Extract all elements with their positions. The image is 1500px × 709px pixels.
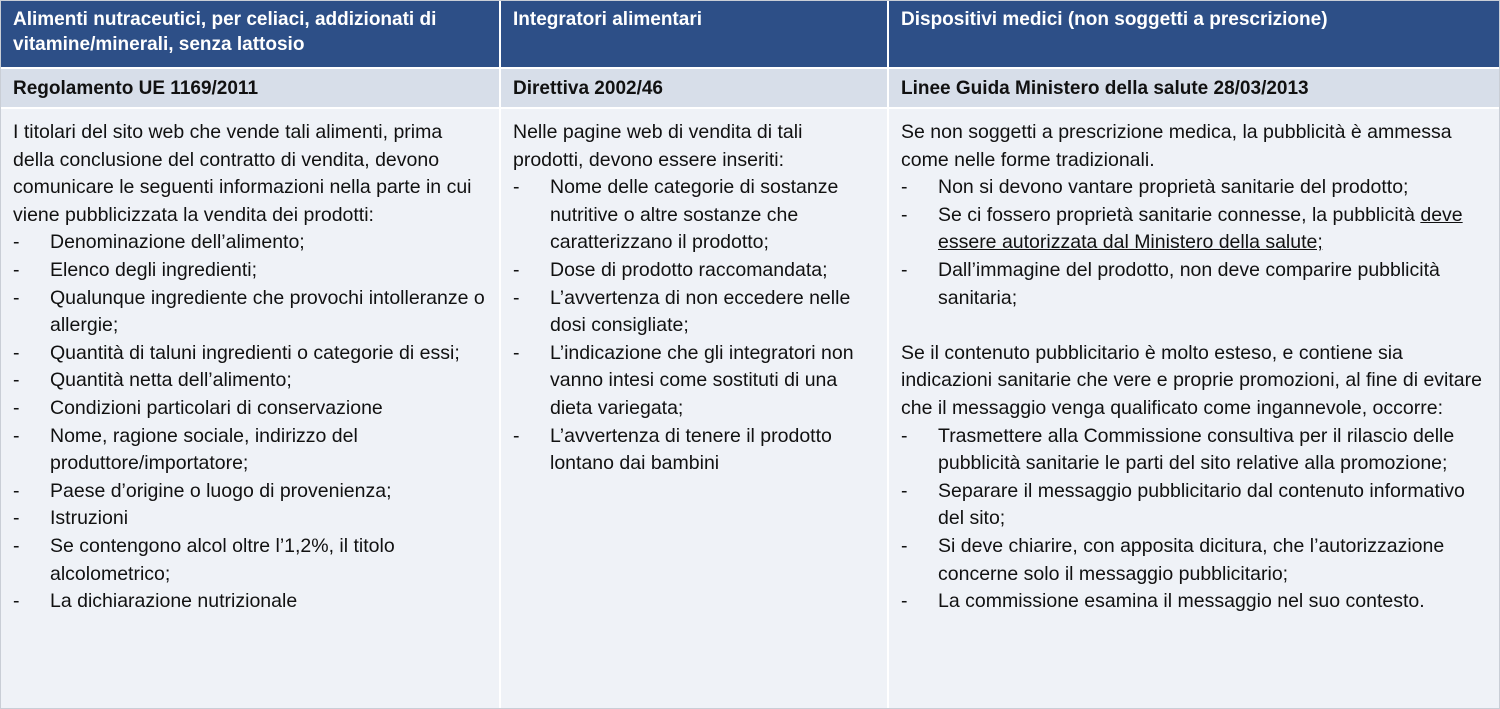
header-medical-devices: Dispositivi medici (non soggetti a prescrizione) (889, 1, 1499, 67)
devices-intro: Se non soggetti a prescrizione medica, la pubblicità è ammessa come nelle forme tradizionali. (901, 121, 1452, 171)
list-item-text: Se ci fossero proprietà sanitarie connesse, la pubblicità (938, 203, 1421, 226)
list-item: - Si deve chiarire, con apposita dicitura, che l’autorizzazione concerne solo il messaggio pubblicitario; (901, 533, 1487, 588)
list-item: - Nome delle categorie di sostanze nutritive o altre sostanze che caratterizzano il prodotto; (513, 174, 875, 257)
list-item: - Dose di prodotto raccomandata; (513, 257, 875, 285)
devices-extended-list (901, 423, 1487, 616)
list-item: - Quantità netta dell’alimento; (13, 367, 487, 395)
food-requirements-list (13, 229, 487, 615)
list-item: - Se contengono alcol oltre l’1,2%, il titolo alcolometrico; (13, 533, 487, 588)
list-item: - L’avvertenza di non eccedere nelle dosi consigliate; (513, 285, 875, 340)
list-item: - Elenco degli ingredienti; (13, 257, 487, 285)
food-intro: I titolari del sito web che vende tali alimenti, prima della conclusione del contratto di vendita, devono comunicare le seguenti informazioni nella parte in cui viene pubblicizzata la vendita dei prodotti: (13, 121, 472, 226)
header-food: Alimenti nutraceutici, per celiaci, addizionati di vitamine/minerali, senza lattosio (1, 1, 501, 67)
body-medical-devices (889, 107, 1499, 708)
regulation-medical-devices: Linee Guida Ministero della salute 28/03/2013 (889, 67, 1499, 107)
body-supplements (501, 107, 889, 708)
body-food (1, 107, 501, 708)
list-item: - Condizioni particolari di conservazione (13, 395, 487, 423)
spacer (901, 312, 1487, 340)
list-item: - Denominazione dell’alimento; (13, 229, 487, 257)
header-supplements: Integratori alimentari (501, 1, 889, 67)
supplements-intro: Nelle pagine web di vendita di tali prodotti, devono essere inseriti: (513, 121, 803, 171)
list-item: - La commissione esamina il messaggio nel suo contesto. (901, 588, 1487, 616)
list-item: - Dall’immagine del prodotto, non deve comparire pubblicità sanitaria; (901, 257, 1487, 312)
list-item (901, 202, 1487, 257)
devices-rules-list (901, 174, 1487, 312)
list-item: - Non si devono vantare proprietà sanitarie del prodotto; (901, 174, 1487, 202)
underlined-text: deve essere autorizzata dal Ministero della salute; (938, 203, 1463, 254)
supplements-requirements-list (513, 174, 875, 478)
list-item: - Trasmettere alla Commissione consultiva per il rilascio delle pubblicità sanitarie le parti del sito relative alla promozione; (901, 423, 1487, 478)
list-item: - Separare il messaggio pubblicitario dal contenuto informativo del sito; (901, 478, 1487, 533)
list-item: - La dichiarazione nutrizionale (13, 588, 487, 616)
devices-intro-extended: Se il contenuto pubblicitario è molto esteso, e contiene sia indicazioni sanitarie che vere e proprie promozioni, al fine di evitare che il messaggio venga qualificato come ingannevole, occorre: (901, 341, 1482, 419)
list-item: - L’indicazione che gli integratori non vanno intesi come sostituti di una dieta variegata; (513, 340, 875, 423)
list-item: - Qualunque ingrediente che provochi intolleranze o allergie; (13, 285, 487, 340)
regulation-food: Regolamento UE 1169/2011 (1, 67, 501, 107)
list-item: - L’avvertenza di tenere il prodotto lontano dai bambini (513, 423, 875, 478)
list-item: - Paese d’origine o luogo di provenienza; (13, 478, 487, 506)
list-item: - Nome, ragione sociale, indirizzo del produttore/importatore; (13, 423, 487, 478)
list-item: - Quantità di taluni ingredienti o categorie di essi; (13, 340, 487, 368)
list-item: - Istruzioni (13, 505, 487, 533)
regulation-supplements: Direttiva 2002/46 (501, 67, 889, 107)
